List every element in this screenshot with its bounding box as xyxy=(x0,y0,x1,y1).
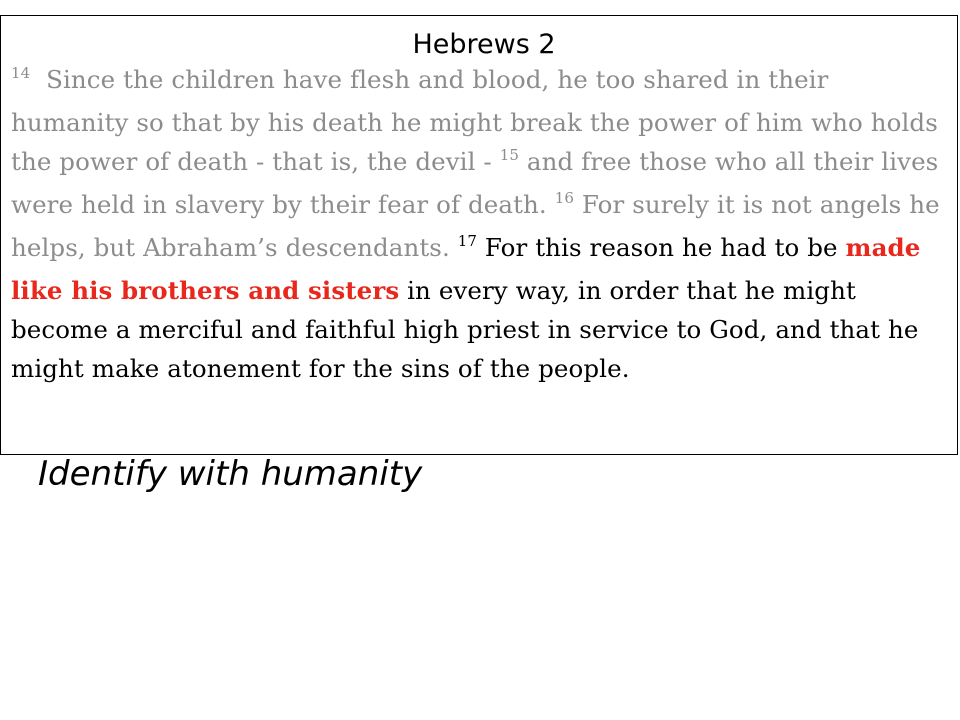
passage-text xyxy=(11,60,947,388)
verse-14-text: Since the children have flesh and blood, he too shared in their humanity so that by his death he might break the power of him who holds the power of death - that is, the devil - xyxy=(11,65,938,176)
verse-number-17: 17 xyxy=(457,232,478,250)
verse-number-16: 16 xyxy=(554,189,574,207)
slide-caption: Identify with humanity xyxy=(38,454,423,494)
verse-17-text-before: For this reason he had to be xyxy=(477,233,846,262)
verse-17-text-after: in every way, in order that he might become a merciful and faithful high priest in service to God, and that he might make atonement for the sins of the people. xyxy=(11,276,919,383)
verse-number-15: 15 xyxy=(499,146,519,164)
verse-17-highlight: made like his brothers and sisters xyxy=(11,233,921,305)
verse-number-14: 14 xyxy=(11,64,31,82)
passage-title: Hebrews 2 xyxy=(412,29,556,60)
verse-15-text: and free those who all their lives were held in slavery by their fear of death. xyxy=(11,147,939,219)
verse-16-text: For surely it is not angels he helps, but Abraham’s descendants. xyxy=(11,190,940,262)
scripture-box xyxy=(0,15,958,455)
